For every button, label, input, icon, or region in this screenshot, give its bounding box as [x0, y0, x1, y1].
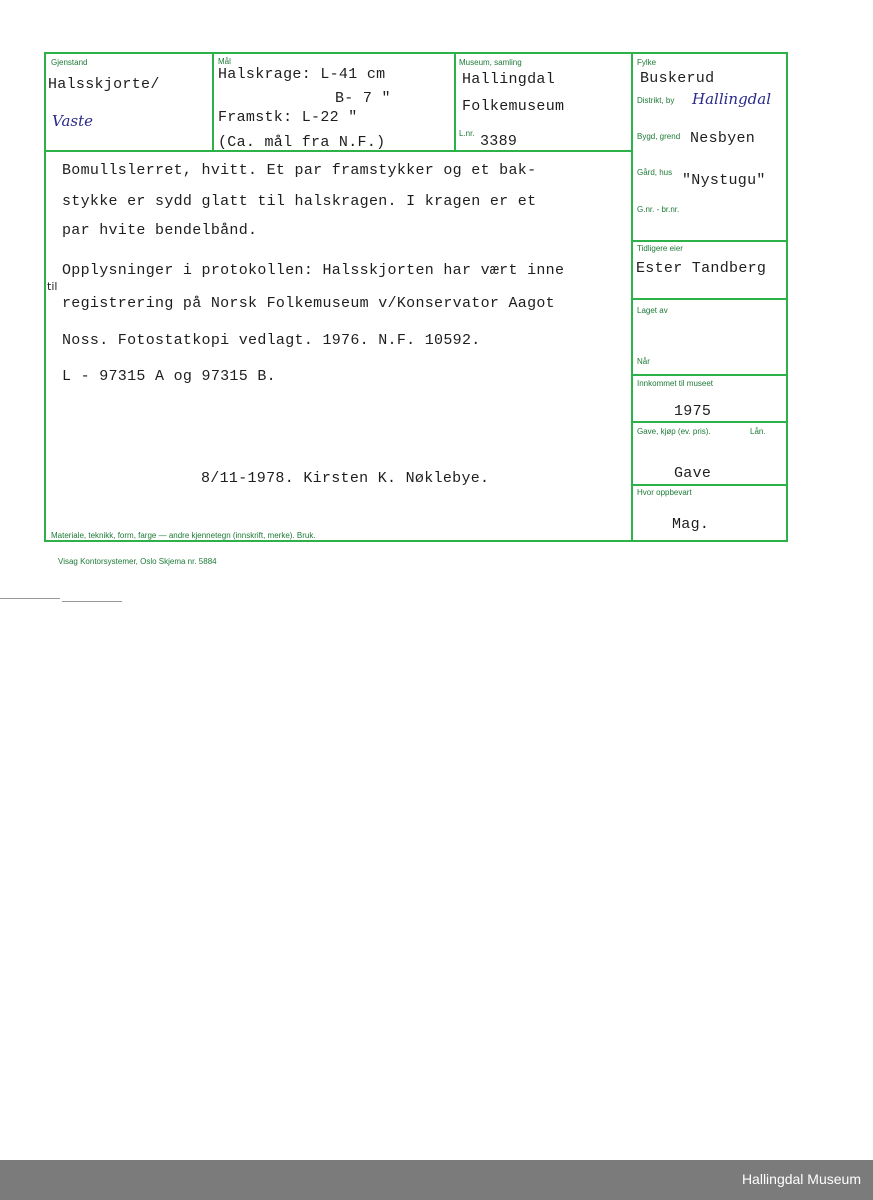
mal-line-1: Halskrage: L-41 cm — [218, 66, 386, 83]
distrikt-value: Hallingdal — [692, 90, 772, 108]
mal-line-2: B- 7 " — [335, 90, 391, 107]
printer-credit: Visag Kontorsystemer, Oslo Skjema nr. 5884 — [58, 557, 217, 566]
label-bottom: Materiale, teknikk, form, farge — andre kjennetegn (innskrift, merke). Bruk. — [51, 531, 316, 540]
divider — [632, 298, 788, 300]
description-line: Noss. Fotostatkopi vedlagt. 1976. N.F. 10592. — [62, 332, 481, 349]
description-line: par hvite bendelbånd. — [62, 222, 258, 239]
oppbevart-value: Mag. — [672, 516, 710, 533]
paper-edge — [62, 601, 122, 602]
description-line: registrering på Norsk Folkemuseum v/Konservator Aagot — [62, 295, 555, 312]
divider — [632, 421, 788, 423]
museum-line-1: Hallingdal — [462, 71, 556, 88]
innkommet-value: 1975 — [674, 403, 712, 420]
gave-value: Gave — [674, 465, 712, 482]
gjenstand-handwritten: Vaste — [52, 112, 94, 130]
label-distrikt: Distrikt, by — [637, 96, 675, 105]
lnr-value: 3389 — [480, 133, 518, 150]
divider — [454, 54, 456, 150]
label-innkommet: Innkommet til museet — [637, 379, 714, 388]
label-hvor-oppbevart: Hvor oppbevart — [637, 488, 692, 497]
description-line: L - 97315 A og 97315 B. — [62, 368, 276, 385]
label-lnr: L.nr. — [459, 129, 475, 138]
divider — [632, 484, 788, 486]
bygd-value: Nesbyen — [690, 130, 756, 147]
label-mal: Mål — [218, 57, 231, 66]
watermark-text: Hallingdal Museum — [741, 1171, 861, 1187]
paper-edge — [0, 598, 60, 599]
label-gave-kjop: Gave, kjøp (ev. pris). — [637, 427, 711, 436]
tidligere-eier-value: Ester Tandberg — [636, 260, 767, 277]
mal-line-4: (Ca. mål fra N.F.) — [218, 134, 386, 151]
label-gnr: G.nr. - br.nr. — [637, 205, 680, 214]
description-line: Opplysninger i protokollen: Halsskjorten har vært inne — [62, 262, 565, 279]
description-line: Bomullslerret, hvitt. Et par framstykker og et bak- — [62, 162, 537, 179]
label-tidligere-eier: Tidligere eier — [637, 244, 683, 253]
label-gard: Gård, hus — [637, 168, 673, 177]
label-nar: Når — [637, 357, 650, 366]
label-fylke: Fylke — [637, 58, 657, 67]
fylke-value: Buskerud — [640, 70, 715, 87]
label-bygd: Bygd, grend — [637, 132, 681, 141]
label-laget-av: Laget av — [637, 306, 668, 315]
museum-line-2: Folkemuseum — [462, 98, 565, 115]
divider — [212, 54, 214, 150]
catalog-card — [44, 52, 788, 542]
label-lan: Lån. — [750, 427, 766, 436]
signature: 8/11-1978. Kirsten K. Nøklebye. — [201, 470, 490, 487]
label-gjenstand: Gjenstand — [51, 58, 88, 67]
description-line: stykke er sydd glatt til halskragen. I kragen er et — [62, 193, 537, 210]
mal-line-3: Framstk: L-22 " — [218, 109, 358, 126]
divider — [632, 374, 788, 376]
label-museum: Museum, samling — [459, 58, 522, 67]
gard-value: "Nystugu" — [682, 172, 766, 189]
divider — [632, 240, 788, 242]
watermark-bar — [0, 1160, 873, 1200]
gjenstand-value: Halsskjorte/ — [48, 76, 160, 93]
margin-note: til — [47, 280, 58, 293]
